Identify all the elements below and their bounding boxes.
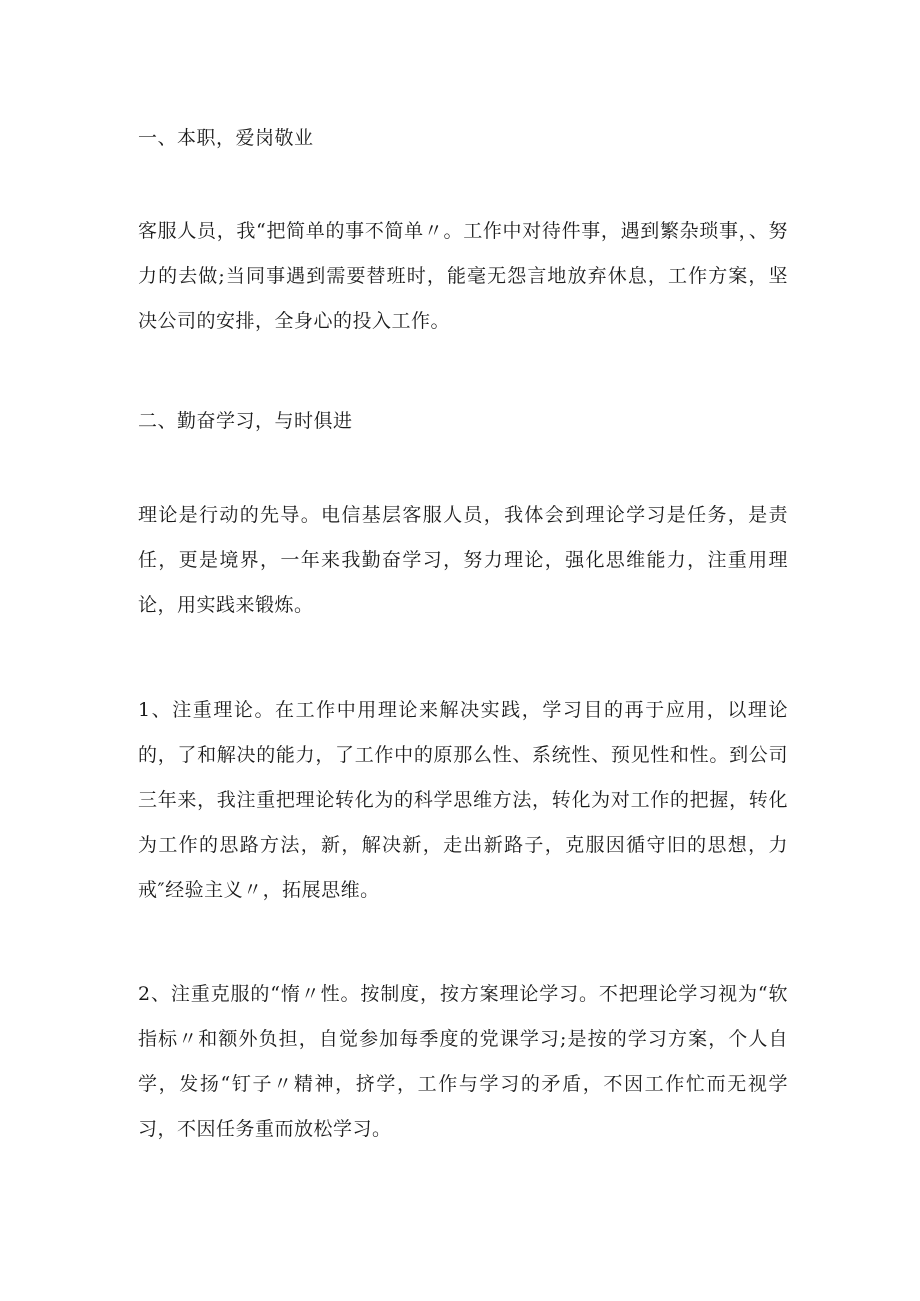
section-heading-1: 一、本职，爱岗敬业 [138,127,314,149]
section-paragraph-2: 理论是行动的先导。电信基层客服人员，我体会到理论学习是任务，是责任，更是境界，一年来我勤奋学习，努力理论，强化思维能力，注重用理论，用实践来锻炼。 [138,504,788,616]
section-heading-2: 二、勤奋学习，与时俱进 [138,410,353,432]
numbered-item-2: 2、注重克服的“惰〃性。按制度，按方案理论学习。不把理论学习视为“软指标〃和额外负担，自觉参加每季度的党课学习;是按的学习方案，个人自学，发扬“钉子〃精神，挤学，工作与学习的矛盾，不因工作忙而无视学习，不因任务重而放松学习。 [138,983,788,1140]
numbered-item-1: 1、注重理论。在工作中用理论来解决实践，学习目的再于应用，以理论的，了和解决的能力，了工作中的原那么性、系统性、预见性和性。到公司三年来，我注重把理论转化为的科学思维方法，转化为对工作的把握，转化为工作的思路方法，新，解决新，走出新路子，克服因循守旧的思想，力戒″经验主义〃，拓展思维。 [138,699,788,901]
section-paragraph-1: 客服人员，我“把简单的事不简单〃。工作中对待件事，遇到繁杂琐事，、努力的去做;当同事遇到需要替班时，能毫无怨言地放弃休息，工作方案，坚决公司的安排，全身心的投入工作。 [138,220,788,332]
